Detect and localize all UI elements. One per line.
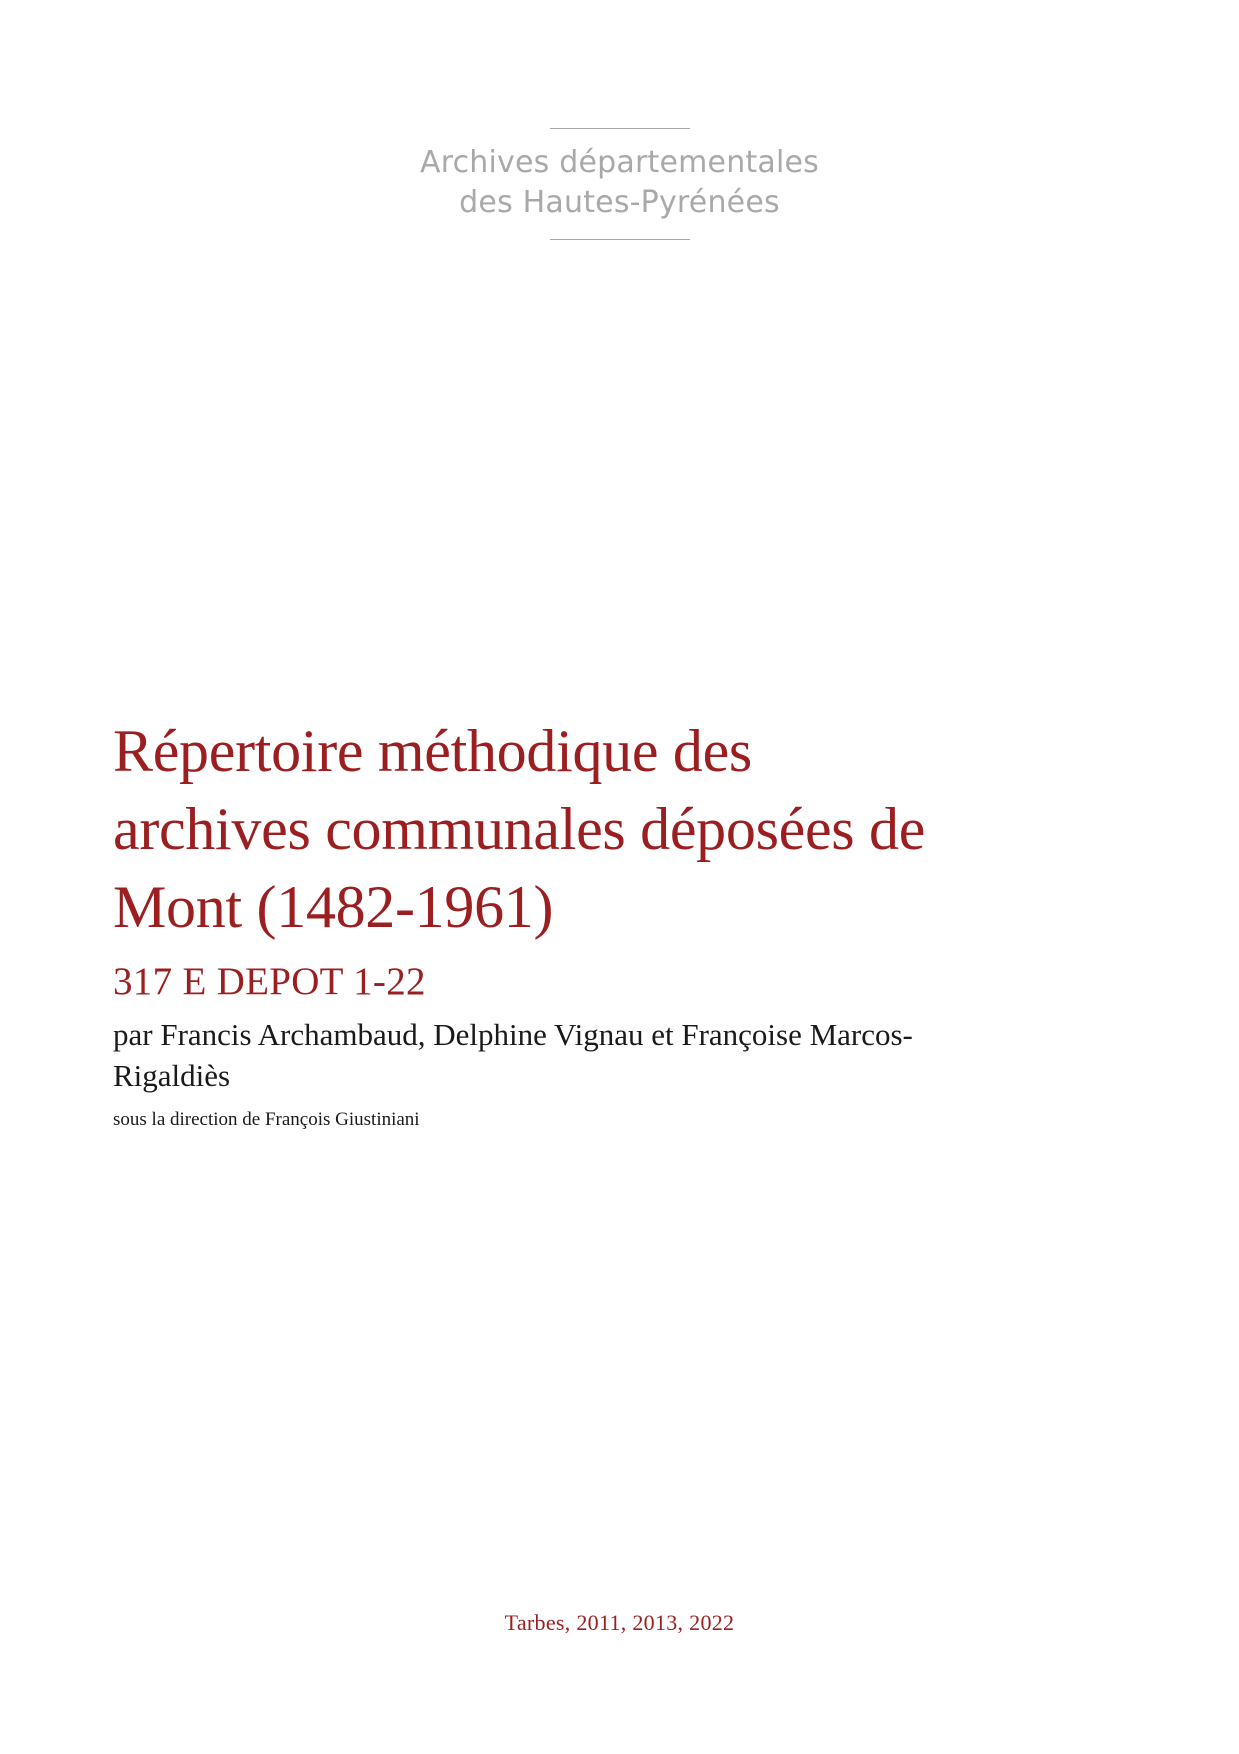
place-and-date: Tarbes, 2011, 2013, 2022 (504, 1610, 735, 1635)
masthead-rule-top (550, 128, 690, 129)
document-footer (0, 1610, 1239, 1636)
institution-name-line-1: Archives départementales (420, 145, 819, 180)
title-block (113, 712, 933, 1133)
institution-name-line-2: des Hautes-Pyrénées (459, 184, 780, 220)
institution-masthead (0, 128, 1239, 240)
masthead-rule-bottom (550, 239, 690, 240)
page-title: Répertoire méthodique des archives communales déposées de Mont (1482-1961) (113, 718, 926, 940)
archive-reference-code: 317 E DEPOT 1-22 (113, 960, 426, 1003)
direction-line: sous la direction de François Giustiniani (113, 1108, 420, 1130)
authors-line: par Francis Archambaud, Delphine Vignau et Françoise Marcos-Rigaldiès (113, 1016, 913, 1093)
